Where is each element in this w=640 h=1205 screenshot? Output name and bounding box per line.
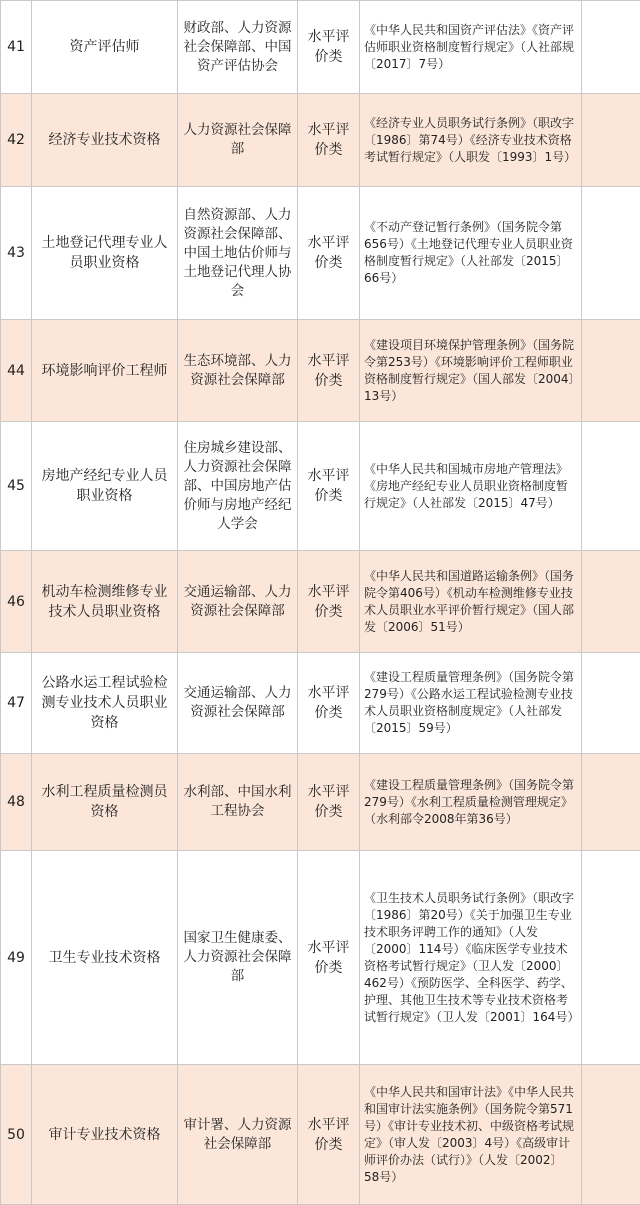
empty-cell: [582, 1065, 640, 1205]
legal-basis: 《不动产登记暂行条例》（国务院令第656号）《土地登记代理专业人员职业资格制度暂行规定》（人社部发〔2015〕66号）: [360, 187, 582, 320]
legal-basis: 《建设项目环境保护管理条例》（国务院令第253号）《环境影响评价工程师职业资格制度暂行规定》（国人部发〔2004〕13号）: [360, 320, 582, 422]
empty-cell: [582, 754, 640, 851]
row-number: 48: [1, 754, 32, 851]
qualification-name: 环境影响评价工程师: [32, 320, 178, 422]
table-row: [1, 754, 640, 851]
department: 自然资源部、人力资源社会保障部、中国土地估价师与土地登记代理人协会: [178, 187, 298, 320]
qualification-type: 水平评价类: [298, 94, 360, 187]
qualification-name: 土地登记代理专业人员职业资格: [32, 187, 178, 320]
table-row: [1, 1, 640, 94]
legal-basis: 《中华人民共和国资产评估法》《资产评估师职业资格制度暂行规定》（人社部规〔2017〕7号）: [360, 1, 582, 94]
table-row: [1, 94, 640, 187]
empty-cell: [582, 851, 640, 1065]
department: 交通运输部、人力资源社会保障部: [178, 653, 298, 754]
department: 生态环境部、人力资源社会保障部: [178, 320, 298, 422]
qualification-type: 水平评价类: [298, 1065, 360, 1205]
qualification-type: 水平评价类: [298, 320, 360, 422]
department: 人力资源社会保障部: [178, 94, 298, 187]
qualification-type: 水平评价类: [298, 851, 360, 1065]
legal-basis: 《经济专业人员职务试行条例》（职改字〔1986〕第74号）《经济专业技术资格考试暂行规定》（人职发〔1993〕1号）: [360, 94, 582, 187]
empty-cell: [582, 551, 640, 653]
row-number: 43: [1, 187, 32, 320]
legal-basis: 《中华人民共和国道路运输条例》（国务院令第406号）《机动车检测维修专业技术人员职业水平评价暂行规定》（国人部发〔2006〕51号）: [360, 551, 582, 653]
row-number: 42: [1, 94, 32, 187]
legal-basis: 《中华人民共和国城市房地产管理法》《房地产经纪专业人员职业资格制度暂行规定》（人社部发〔2015〕47号）: [360, 422, 582, 551]
empty-cell: [582, 422, 640, 551]
row-number: 47: [1, 653, 32, 754]
empty-cell: [582, 320, 640, 422]
qualification-name: 资产评估师: [32, 1, 178, 94]
empty-cell: [582, 94, 640, 187]
qualification-name: 房地产经纪专业人员职业资格: [32, 422, 178, 551]
row-number: 49: [1, 851, 32, 1065]
qualification-name: 机动车检测维修专业技术人员职业资格: [32, 551, 178, 653]
qualification-name: 水利工程质量检测员资格: [32, 754, 178, 851]
department: 财政部、人力资源社会保障部、中国资产评估协会: [178, 1, 298, 94]
table-row: [1, 851, 640, 1065]
qualification-type: 水平评价类: [298, 754, 360, 851]
row-number: 44: [1, 320, 32, 422]
table-row: [1, 551, 640, 653]
table-row: [1, 1065, 640, 1205]
table-row: [1, 653, 640, 754]
legal-basis: 《建设工程质量管理条例》（国务院令第279号）《水利工程质量检测管理规定》（水利部令2008年第36号）: [360, 754, 582, 851]
empty-cell: [582, 653, 640, 754]
empty-cell: [582, 187, 640, 320]
qualification-type: 水平评价类: [298, 1, 360, 94]
row-number: 41: [1, 1, 32, 94]
legal-basis: 《建设工程质量管理条例》（国务院令第279号）《公路水运工程试验检测专业技术人员职业资格制度规定》（人社部发〔2015〕59号）: [360, 653, 582, 754]
department: 水利部、中国水利工程协会: [178, 754, 298, 851]
table-row: [1, 187, 640, 320]
department: 交通运输部、人力资源社会保障部: [178, 551, 298, 653]
row-number: 46: [1, 551, 32, 653]
qualification-type: 水平评价类: [298, 422, 360, 551]
department: 住房城乡建设部、人力资源社会保障部、中国房地产估价师与房地产经纪人学会: [178, 422, 298, 551]
qualification-name: 公路水运工程试验检测专业技术人员职业资格: [32, 653, 178, 754]
department: 审计署、人力资源社会保障部: [178, 1065, 298, 1205]
row-number: 45: [1, 422, 32, 551]
row-number: 50: [1, 1065, 32, 1205]
legal-basis: 《中华人民共和国审计法》《中华人民共和国审计法实施条例》（国务院令第571号）《审计专业技术初、中级资格考试规定》（审人发〔2003〕4号）《高级审计师评价办法（试行）》（人发〔2002〕58号）: [360, 1065, 582, 1205]
table-row: [1, 422, 640, 551]
department: 国家卫生健康委、人力资源社会保障部: [178, 851, 298, 1065]
qualification-type: 水平评价类: [298, 551, 360, 653]
legal-basis: 《卫生技术人员职务试行条例》（职改字〔1986〕第20号）《关于加强卫生专业技术职务评聘工作的通知》（人发〔2000〕114号）《临床医学专业技术资格考试暂行规定》（卫人发〔2000〕462号）《预防医学、全科医学、药学、护理、其他卫生技术等专业技术资格考试暂行规定》（卫人发〔2001〕164号）: [360, 851, 582, 1065]
qualification-type: 水平评价类: [298, 653, 360, 754]
qualification-name: 审计专业技术资格: [32, 1065, 178, 1205]
qualification-type: 水平评价类: [298, 187, 360, 320]
qualification-name: 卫生专业技术资格: [32, 851, 178, 1065]
qualification-name: 经济专业技术资格: [32, 94, 178, 187]
empty-cell: [582, 1, 640, 94]
table-row: [1, 320, 640, 422]
